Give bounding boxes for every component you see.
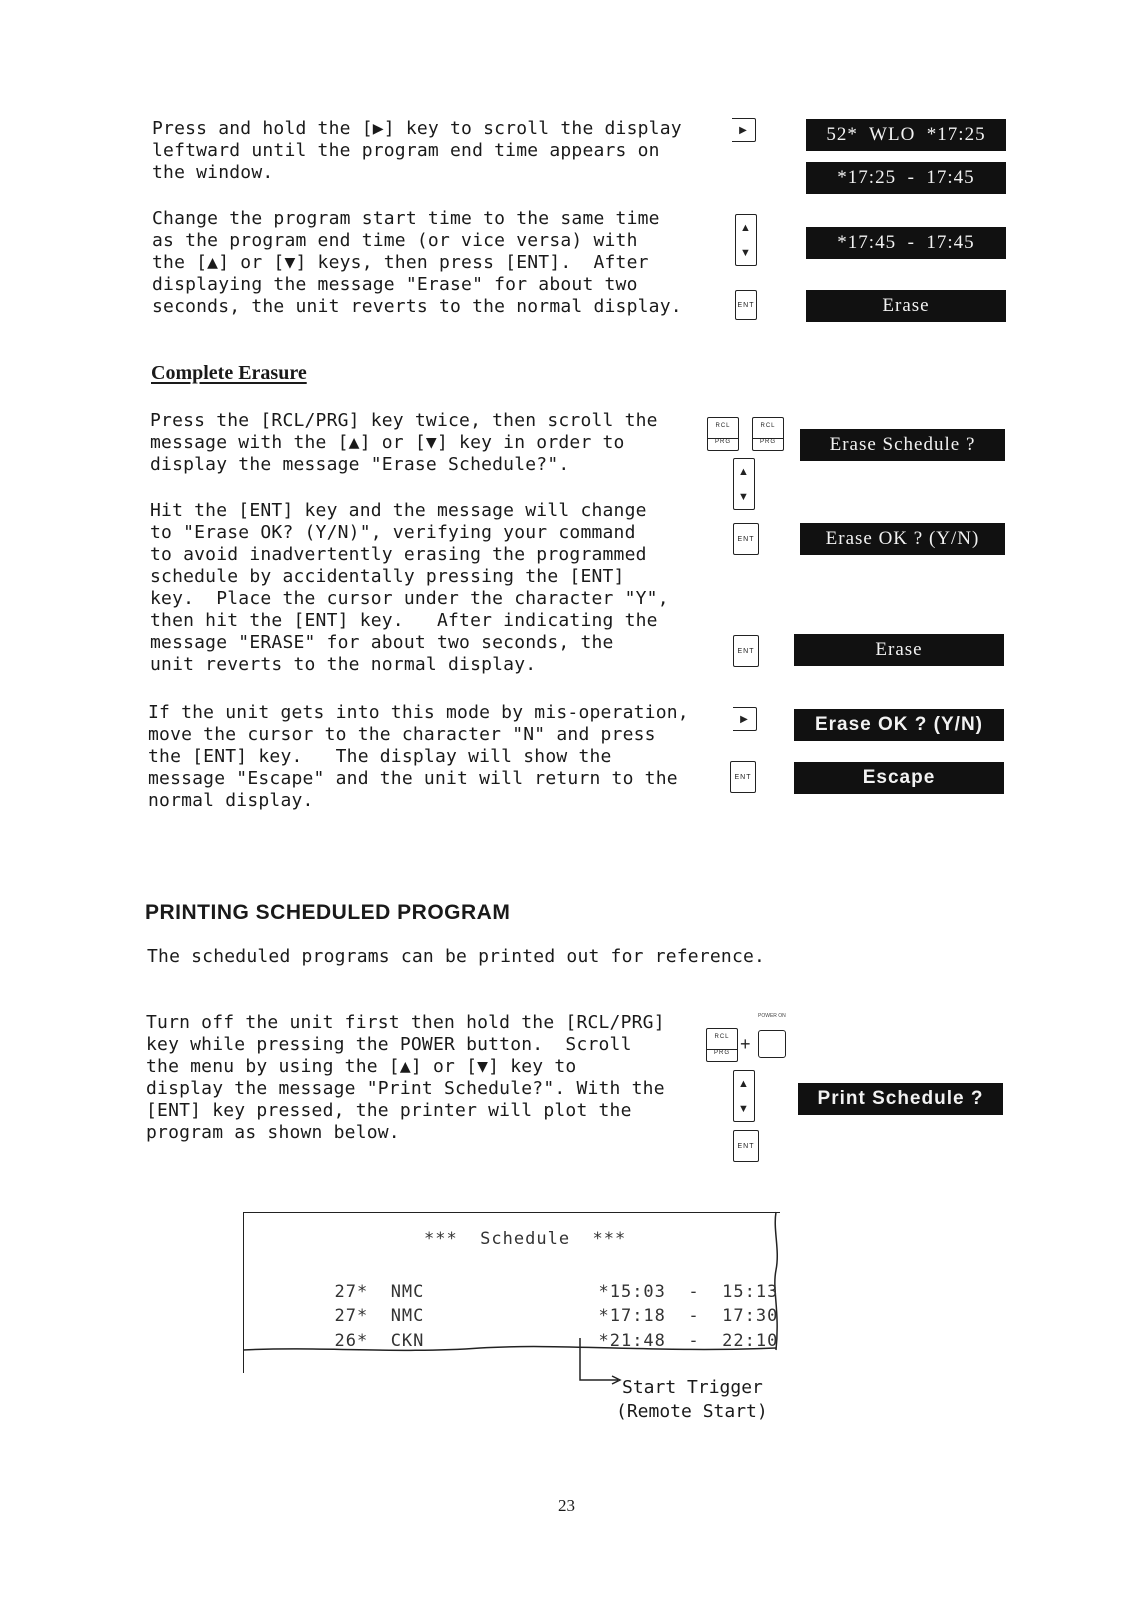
row-sep: - [688,1306,700,1326]
right-arrow-key-icon-2: ▶ [733,707,757,731]
row-channel: 26* [334,1331,369,1351]
row-end: 22:10 [722,1331,779,1351]
ent-key-icon: ENT [735,290,757,320]
row-station: NMC [390,1282,425,1302]
remote-start-caption: (Remote Start) [616,1401,768,1422]
change-time-instruction-text: Change the program start time to the same time as the program end time (or vice versa) with the [▲] or [▼] keys, then press [ENT]. After displaying the message "Erase" for about two seconds, the unit reverts to the normal display. [152,208,682,317]
row-sep: - [688,1282,700,1302]
row-end: 15:13 [722,1282,779,1302]
ent-key-icon-5: ENT [733,1130,759,1162]
row-station: CKN [390,1331,425,1351]
row-start: *21:48 [598,1331,666,1351]
lcd-erase-schedule: Erase Schedule ? [800,429,1005,461]
up-down-key-icon: ▲ ▼ [735,214,757,266]
ent-key-icon-4: ENT [730,761,756,793]
row-start: *17:18 [598,1306,666,1326]
printout-title: *** Schedule *** [424,1229,627,1249]
printout-row-3 [312,1311,424,1351]
printing-instruction: Turn off the unit first then hold the [RCL/PRG] key while pressing the POWER button. Scroll the menu by using the [▲] or [▼] key to display the message "Print Schedule?". With the [ENT] key pressed, the printer will plot the program as shown below. [146,1012,665,1143]
lcd-erase-ok-n: Erase OK ? (Y/N) [794,709,1004,741]
power-button-icon [758,1030,786,1058]
up-down-key-icon-2: ▲ ▼ [733,458,755,510]
rcl-prg-key-icon-3: RCL PRG [706,1028,738,1062]
scroll-instruction-text: Press and hold the [▶] key to scroll the display leftward until the program end time appears on the window. [152,118,682,183]
lcd-display-erase: Erase [806,290,1006,322]
lcd-display-1: 52* WLO *17:25 [806,119,1006,151]
up-down-key-icon-3: ▲ ▼ [733,1070,755,1122]
rcl-prg-key-icon-2: RCL PRG [752,417,784,451]
printing-intro: The scheduled programs can be printed out for reference. [147,946,766,967]
erasure-para-1: Press the [RCL/PRG] key twice, then scroll the message with the [▲] or [▼] key in order to display the message "Erase Schedule?". [150,410,658,475]
lcd-erase-2: Erase [794,634,1004,666]
plus-sign: + [740,1034,751,1054]
lcd-display-3: *17:45 - 17:45 [806,227,1006,259]
lcd-print-schedule: Print Schedule ? [798,1083,1003,1115]
row-channel: 27* [334,1306,369,1326]
row-end: 17:30 [722,1306,779,1326]
row-channel: 27* [334,1282,369,1302]
ent-key-icon-2: ENT [733,523,759,555]
ent-key-icon-3: ENT [733,635,759,667]
right-arrow-key-icon: ▶ [732,118,756,142]
printing-heading: PRINTING SCHEDULED PROGRAM [145,901,511,924]
erasure-para-3: If the unit gets into this mode by mis-operation, move the cursor to the character "N" and press the [ENT] key. The display will show the message "Escape" and the unit will return to the normal display. [148,702,689,811]
page-number: 23 [558,1496,575,1515]
erasure-para-2: Hit the [ENT] key and the message will change to "Erase OK? (Y/N)", verifying your command to avoid inadvertently erasing the programmed schedule by accidentally pressing the [ENT] key. Place the cursor under the character "Y", then hit the [ENT] key. After indicating the message "ERASE" for about two seconds, the unit reverts to the normal display. [150,500,669,675]
row-sep: - [688,1331,700,1351]
rcl-prg-key-icon: RCL PRG [707,417,739,451]
row-start: *15:03 [598,1282,666,1302]
lcd-escape: Escape [794,762,1004,794]
power-label-tiny: POWER ON [758,1013,786,1019]
lcd-erase-ok-y: Erase OK ? (Y/N) [800,523,1005,555]
printout-row-3-time [576,1311,778,1351]
start-trigger-caption: Start Trigger [622,1377,763,1398]
complete-erasure-heading: Complete Erasure [151,362,307,384]
lcd-display-2: *17:25 - 17:45 [806,162,1006,194]
row-station: NMC [390,1306,425,1326]
